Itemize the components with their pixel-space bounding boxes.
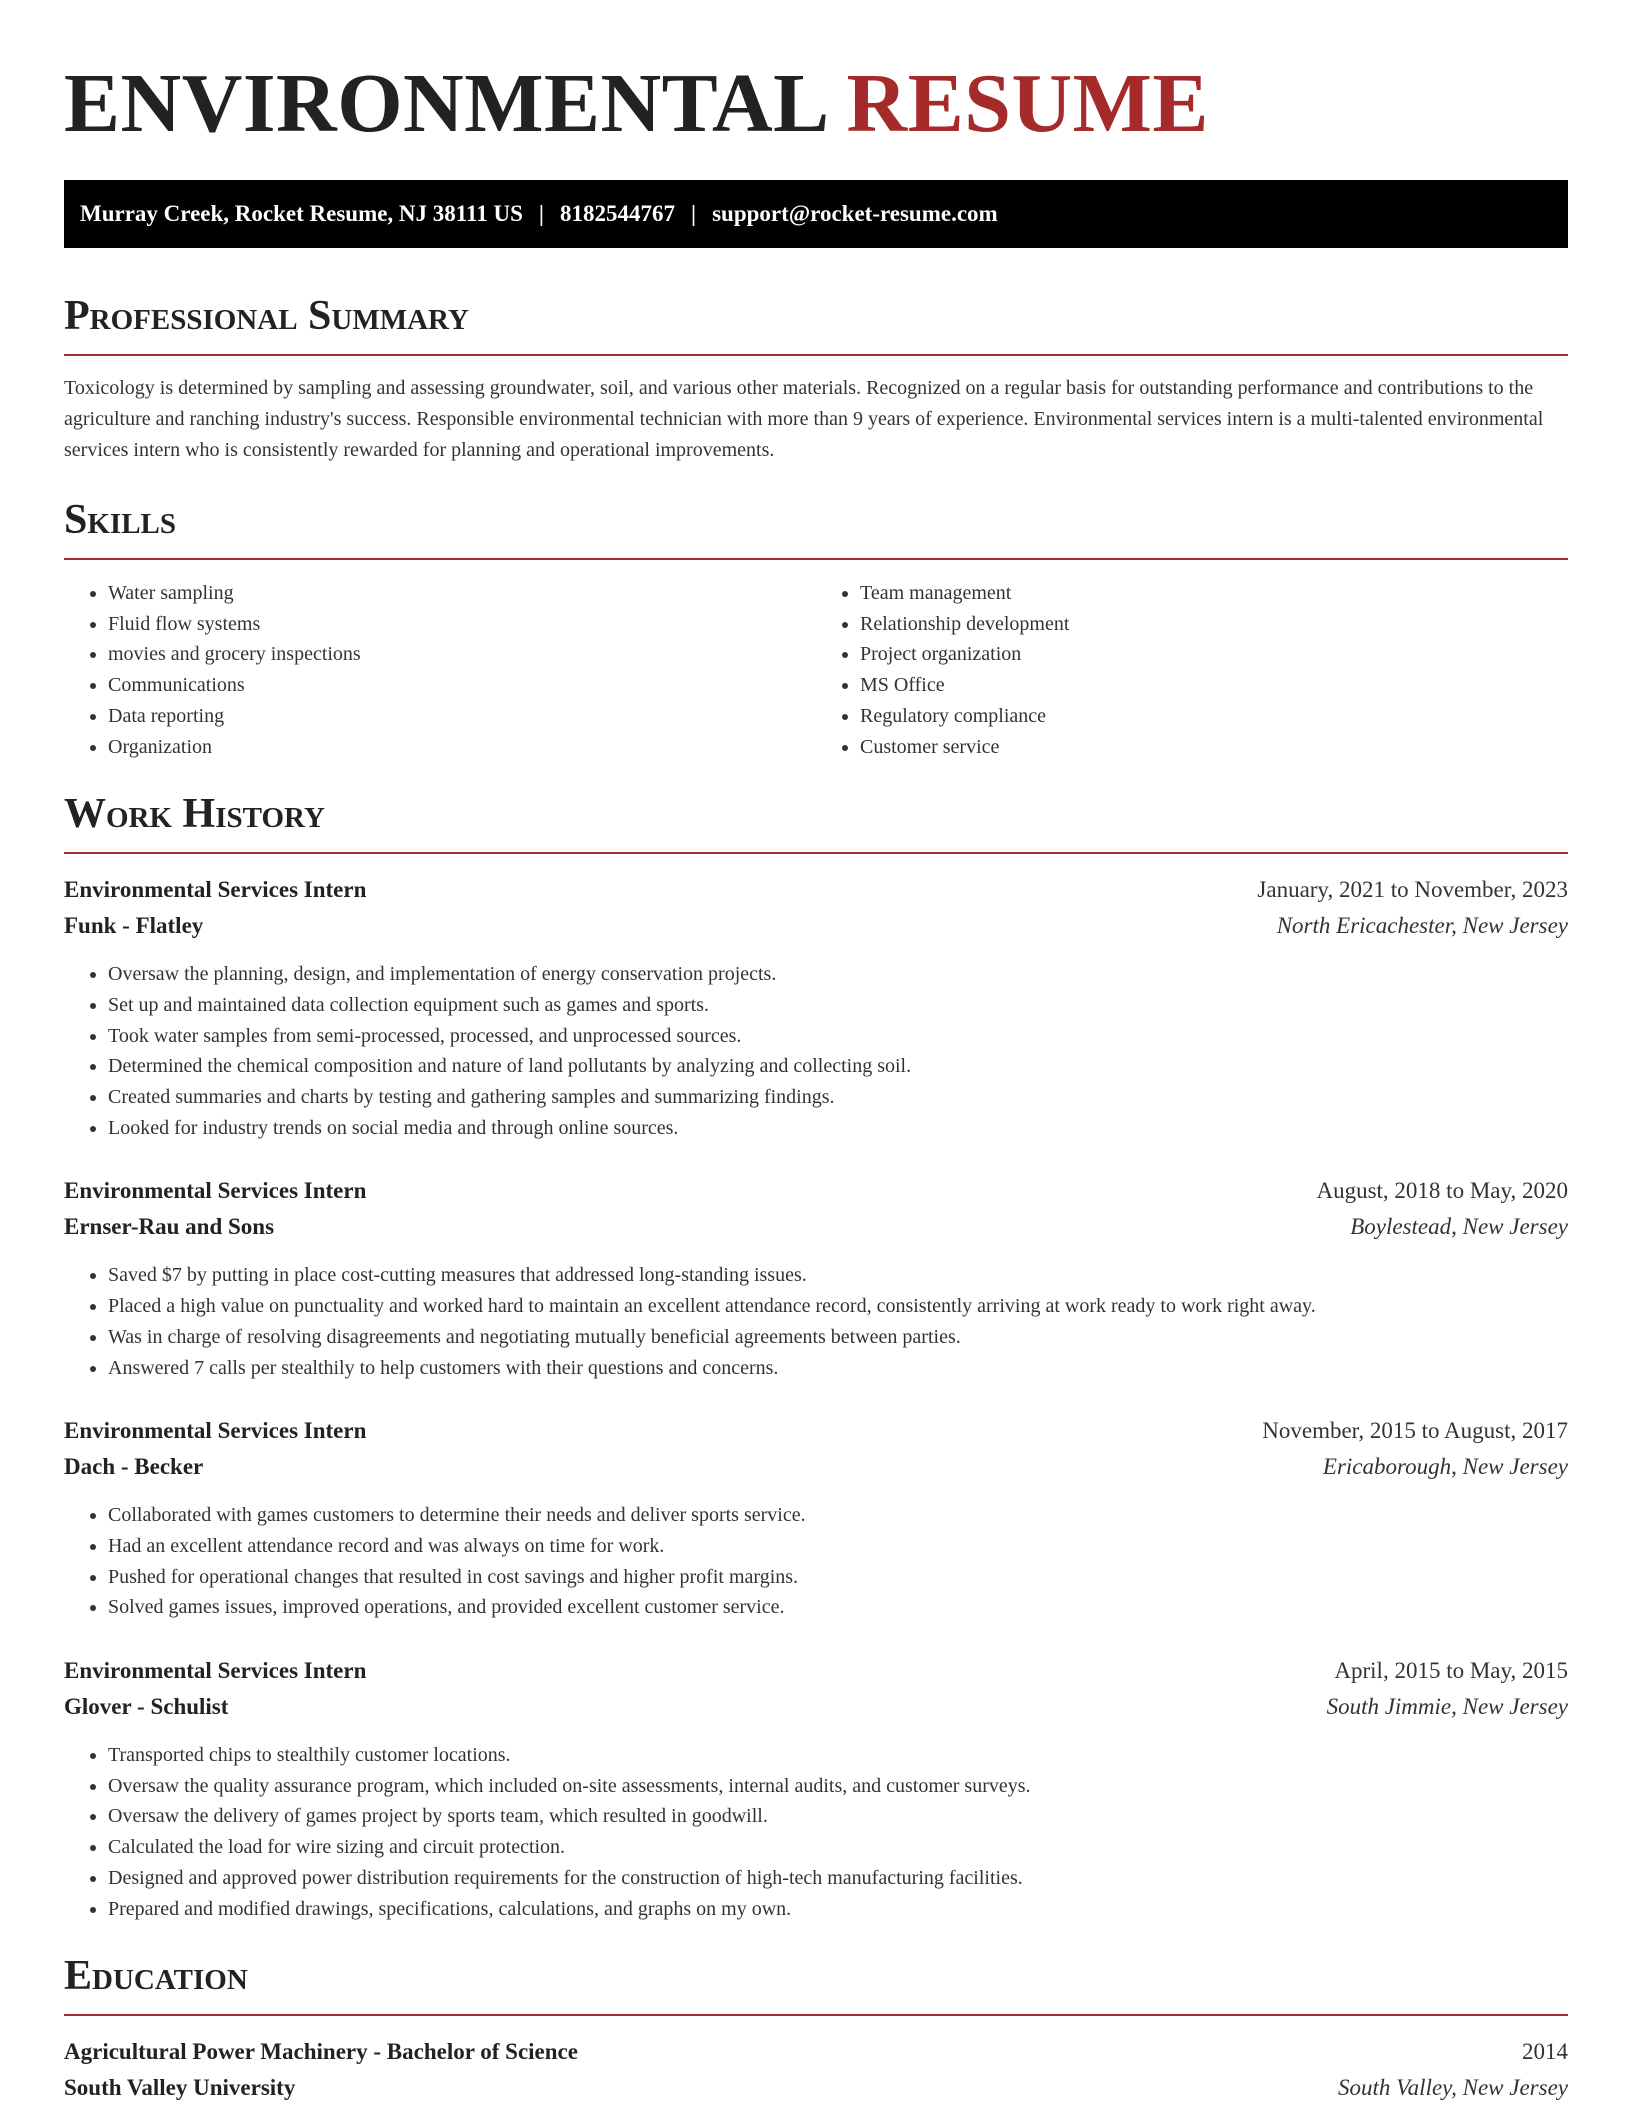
skills-list-right: [816, 578, 1568, 762]
education-section: [64, 1950, 1568, 2106]
job-company-row: [64, 908, 1568, 944]
education-school-row: [64, 2070, 1568, 2106]
job-bullets: [64, 1260, 1568, 1383]
job-bullet: • Determined the chemical composition and nature of land pollutants by analyzing and collecting soil.: [108, 1051, 1568, 1082]
resume-title: [64, 0, 1568, 152]
skills-columns: [64, 578, 1568, 762]
contact-bar: [64, 180, 1568, 248]
job-dates: January, 2021 to November, 2023: [1257, 877, 1568, 903]
job-bullet: • Calculated the load for wire sizing and circuit protection.: [108, 1832, 1568, 1863]
job-bullet: • Looked for industry trends on social media and through online sources.: [108, 1113, 1568, 1144]
job-bullet: • Oversaw the delivery of games project by sports team, which resulted in goodwill.: [108, 1801, 1568, 1832]
job-bullet: • Set up and maintained data collection equipment such as games and sports.: [108, 990, 1568, 1021]
skill-item: • movies and grocery inspections: [108, 639, 816, 670]
education-year: 2014: [1522, 2039, 1568, 2065]
job-bullet: • Had an excellent attendance record and was always on time for work.: [108, 1531, 1568, 1562]
summary-text: Toxicology is determined by sampling and assessing groundwater, soil, and various other materials. Recognized on a regular basis for outstanding performance and contributions to the agriculture and ranching industry's success. Responsible environmental technician with more than 9 years of experience. Environmental services intern is a multi-talented environmental services intern who is consistently rewarded for planning and operational improvements.: [64, 377, 1544, 461]
job-title: Environmental Services Intern: [64, 1418, 367, 1444]
job-bullet: • Created summaries and charts by testing and gathering samples and summarizing findings.: [108, 1082, 1568, 1113]
job-bullet: • Was in charge of resolving disagreements and negotiating mutually beneficial agreements between parties.: [108, 1322, 1568, 1353]
education-degree: Agricultural Power Machinery - Bachelor of Science: [64, 2039, 578, 2065]
skill-item: • Fluid flow systems: [108, 609, 816, 640]
job-header-row: [64, 1653, 1568, 1689]
job-bullet: • Oversaw the planning, design, and implementation of energy conservation projects.: [108, 959, 1568, 990]
skill-item: • Team management: [860, 578, 1568, 609]
job-dates: November, 2015 to August, 2017: [1262, 1418, 1568, 1444]
job-title: Environmental Services Intern: [64, 1658, 367, 1684]
summary-heading: Professional Summary: [64, 293, 469, 339]
job-bullet: • Pushed for operational changes that resulted in cost savings and higher profit margins.: [108, 1562, 1568, 1593]
job-entry: [64, 872, 1568, 1143]
work-history-heading: Work History: [64, 791, 325, 838]
job-location: Ericaborough, New Jersey: [1322, 1454, 1568, 1480]
job-entry: [64, 1173, 1568, 1383]
job-company-row: [64, 1449, 1568, 1485]
education-entry: [64, 2034, 1568, 2106]
job-bullet: • Designed and approved power distribution requirements for the construction of high-tech manufacturing facilities.: [108, 1863, 1568, 1894]
job-dates: April, 2015 to May, 2015: [1334, 1658, 1568, 1684]
skill-item: • Organization: [108, 732, 816, 763]
skill-item: • Communications: [108, 670, 816, 701]
job-company-row: [64, 1209, 1568, 1245]
skill-item: • Relationship development: [860, 609, 1568, 640]
education-header-row: [64, 2034, 1568, 2070]
job-entry: [64, 1413, 1568, 1623]
job-bullets: [64, 1740, 1568, 1924]
title-accent: RESUME: [846, 57, 1209, 150]
skills-section: [64, 494, 1568, 762]
job-bullet: • Took water samples from semi-processed, processed, and unprocessed sources.: [108, 1021, 1568, 1052]
job-bullet: • Saved $7 by putting in place cost-cutting measures that addressed long-standing issues.: [108, 1260, 1568, 1291]
work-history-section: [64, 788, 1568, 1924]
job-bullet: • Transported chips to stealthily customer locations.: [108, 1740, 1568, 1771]
skill-item: • MS Office: [860, 670, 1568, 701]
contact-phone[interactable]: 8182544767: [560, 201, 675, 226]
contact-address: Murray Creek, Rocket Resume, NJ 38111 US: [80, 201, 523, 226]
summary-section: [64, 290, 1568, 466]
job-location: Boylestead, New Jersey: [1350, 1214, 1568, 1240]
contact-separator: |: [538, 201, 544, 226]
job-bullet: • Oversaw the quality assurance program, which included on-site assessments, internal audits, and customer surveys.: [108, 1771, 1568, 1802]
job-company: Funk - Flatley: [64, 913, 204, 939]
education-school: South Valley University: [64, 2075, 296, 2101]
skills-heading: Skills: [64, 497, 177, 543]
job-title: Environmental Services Intern: [64, 877, 367, 903]
skill-item: • Water sampling: [108, 578, 816, 609]
job-company: Glover - Schulist: [64, 1694, 229, 1720]
education-heading: Education: [64, 1953, 248, 2000]
skill-item: • Project organization: [860, 639, 1568, 670]
job-title: Environmental Services Intern: [64, 1178, 367, 1204]
section-divider: [64, 354, 1568, 356]
skill-item: • Customer service: [860, 732, 1568, 763]
job-bullets: [64, 959, 1568, 1143]
contact-separator: |: [691, 201, 697, 226]
job-entry: [64, 1653, 1568, 1924]
skill-item: • Regulatory compliance: [860, 701, 1568, 732]
job-header-row: [64, 1173, 1568, 1209]
section-divider: [64, 852, 1568, 854]
job-bullet: • Collaborated with games customers to determine their needs and deliver sports service.: [108, 1500, 1568, 1531]
job-bullets: [64, 1500, 1568, 1623]
skills-list-left: [64, 578, 816, 762]
section-divider: [64, 558, 1568, 560]
job-bullet: • Answered 7 calls per stealthily to help customers with their questions and concerns.: [108, 1353, 1568, 1384]
job-bullet: • Placed a high value on punctuality and worked hard to maintain an excellent attendance record, consistently arriving at work ready to work right away.: [108, 1291, 1568, 1322]
education-location: South Valley, New Jersey: [1338, 2075, 1568, 2101]
job-dates: August, 2018 to May, 2020: [1316, 1178, 1568, 1204]
job-bullet: • Prepared and modified drawings, specifications, calculations, and graphs on my own.: [108, 1894, 1568, 1925]
job-company: Ernser-Rau and Sons: [64, 1214, 275, 1240]
job-bullet: • Solved games issues, improved operations, and provided excellent customer service.: [108, 1592, 1568, 1623]
contact-email[interactable]: support@rocket-resume.com: [712, 201, 998, 226]
job-header-row: [64, 1413, 1568, 1449]
job-company-row: [64, 1689, 1568, 1725]
job-location: North Ericachester, New Jersey: [1276, 913, 1568, 939]
job-company: Dach - Becker: [64, 1454, 204, 1480]
job-header-row: [64, 872, 1568, 908]
job-location: South Jimmie, New Jersey: [1326, 1694, 1568, 1720]
section-divider: [64, 2014, 1568, 2016]
skill-item: • Data reporting: [108, 701, 816, 732]
title-main: ENVIRONMENTAL: [64, 57, 826, 150]
